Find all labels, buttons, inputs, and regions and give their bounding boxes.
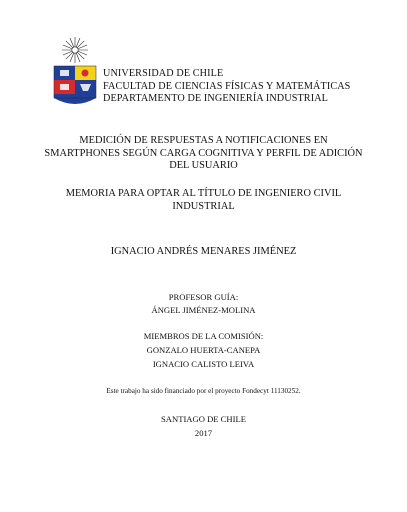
funding-note: Este trabajo ha sido financiado por el proyecto Fondecyt 11130252. — [106, 387, 301, 395]
place: SANTIAGO DE CHILE — [161, 414, 246, 424]
department-name: DEPARTAMENTO DE INGENIERÍA INDUSTRIAL — [103, 93, 328, 104]
university-seal-icon — [52, 36, 98, 110]
year: 2017 — [194, 428, 213, 438]
committee-heading: MIEMBROS DE LA COMISIÓN: — [143, 331, 264, 341]
committee-member: GONZALO HUERTA-CANEPA — [146, 345, 261, 355]
degree-statement — [0, 188, 407, 213]
thesis-title-line: DEL USUARIO — [169, 160, 238, 171]
thesis-title — [0, 135, 407, 173]
degree-line: INDUSTRIAL — [172, 200, 235, 212]
thesis-title-line: MEDICIÓN DE RESPUESTAS A NOTIFICACIONES EN — [79, 135, 328, 146]
university-name: UNIVERSIDAD DE CHILE — [103, 68, 224, 79]
advisor-name: ÁNGEL JIMÉNEZ-MOLINA — [151, 305, 256, 315]
institution-header — [103, 68, 350, 106]
faculty-name: FACULTAD DE CIENCIAS FÍSICAS Y MATEMÁTICAS — [103, 80, 351, 92]
advisor-heading: PROFESOR GUÍA: — [168, 292, 239, 302]
committee-member: IGNACIO CALISTO LEIVA — [152, 359, 255, 369]
author-name: IGNACIO ANDRÉS MENARES JIMÉNEZ — [110, 246, 297, 257]
thesis-title-line: SMARTPHONES SEGÚN CARGA COGNITIVA Y PERFIL DE ADICIÓN — [44, 147, 363, 159]
degree-line: MEMORIA PARA OPTAR AL TÍTULO DE INGENIERO CIVIL — [65, 188, 342, 199]
